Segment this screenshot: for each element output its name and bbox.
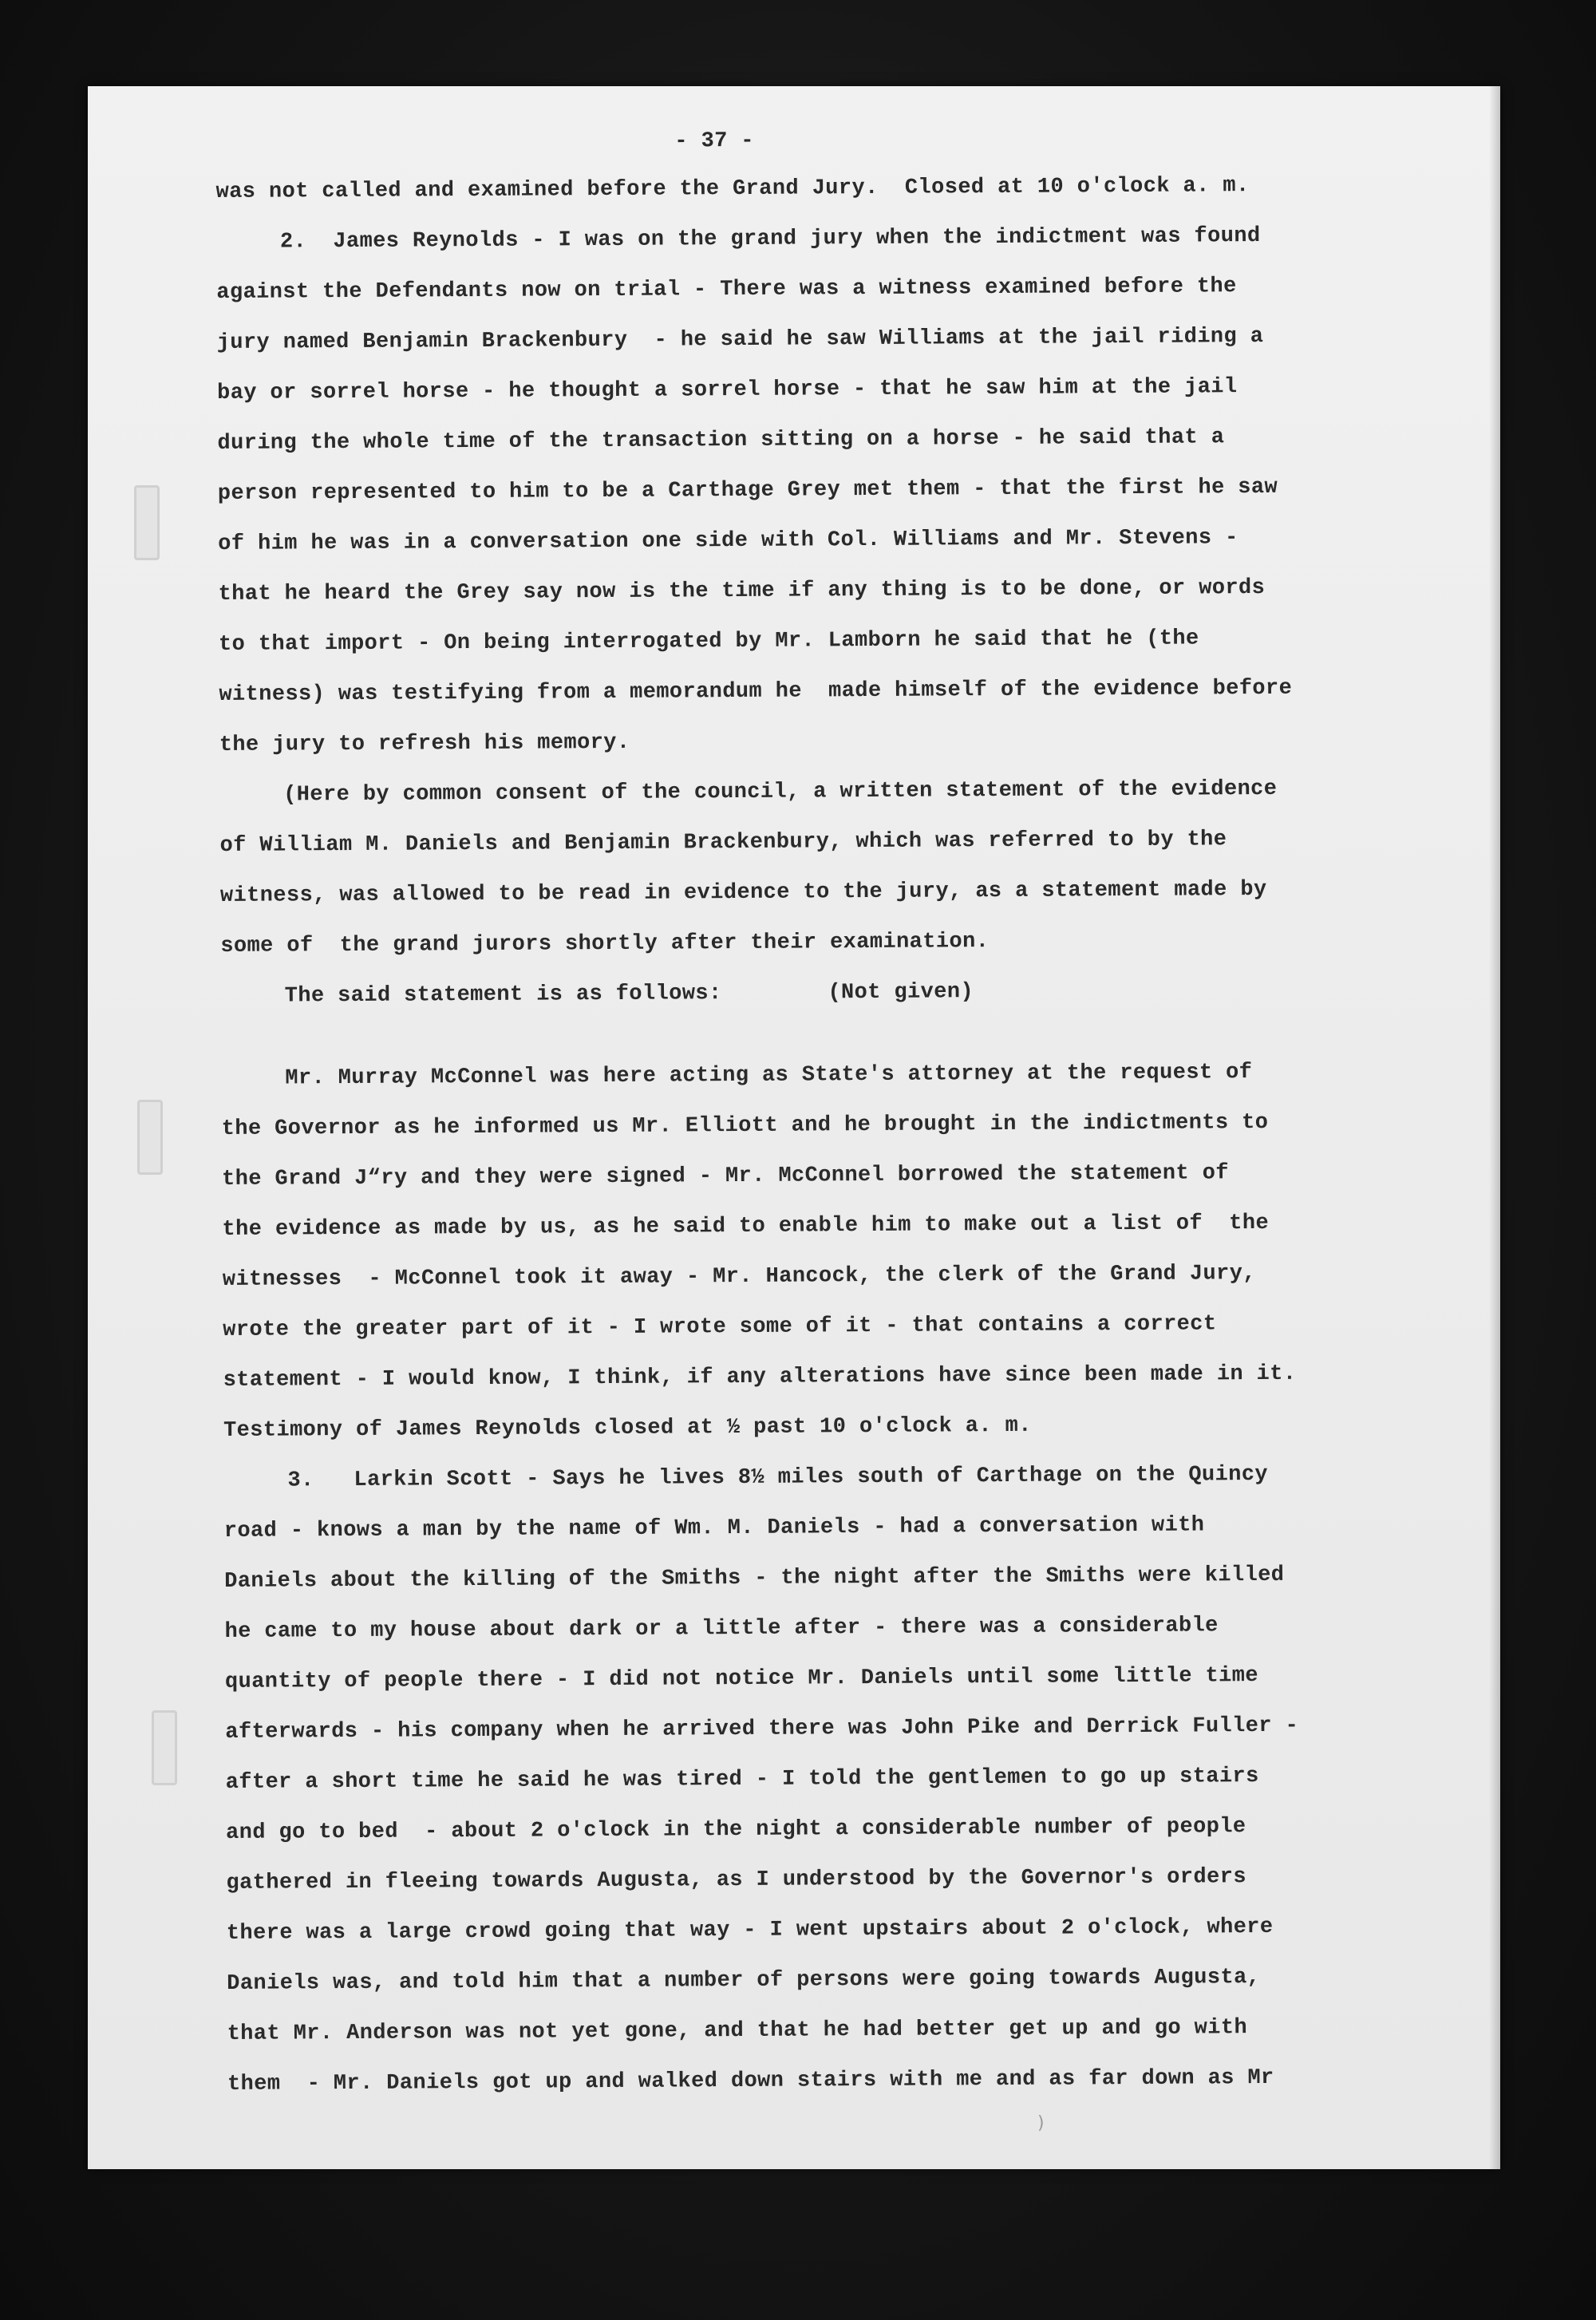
text-line: and go to bed - about 2 o'clock in the night a considerable number of people [226, 1815, 1246, 1845]
text-line: that Mr. Anderson was not yet gone, and that he had better get up and go with [227, 2016, 1248, 2046]
text-line: afterwards - his company when he arrived there was John Pike and Derrick Fuller - [225, 1713, 1299, 1745]
text-line: the Grand J“ry and they were signed - Mr. McConnel borrowed the statement of [222, 1161, 1229, 1192]
text-line: there was a large crowd going that way - I went upstairs about 2 o'clock, where [226, 1915, 1274, 1946]
text-line: the evidence as made by us, as he said to enable him to make out a list of the [222, 1211, 1270, 1242]
text-line: them - Mr. Daniels got up and walked down stairs with me and as far down as Mr [227, 2065, 1274, 2097]
text-line: Daniels was, and told him that a number of persons were going towards Augusta, [227, 1966, 1261, 1996]
text-line: witnesses - McConnel took it away - Mr. Hancock, the clerk of the Grand Jury, [222, 1262, 1256, 1292]
text-line: of William M. Daniels and Benjamin Brackenbury, which was referred to by the [219, 828, 1227, 858]
text-line: jury named Benjamin Brackenbury - he said he saw Williams at the jail riding a [216, 324, 1264, 355]
text-line: (Here by common consent of the council, a written statement of the evidence [283, 777, 1278, 808]
text-line: person represented to him to be a Carthage Grey met them - that the first he saw [217, 475, 1278, 506]
text-line: during the whole time of the transaction sitting on a horse - he said that a [217, 425, 1225, 456]
paragraph-written-statement [219, 764, 1426, 1022]
text-line: the Governor as he informed us Mr. Elliott and he brought in the indictments to [221, 1110, 1269, 1141]
text-line: bay or sorrel horse - he thought a sorrel horse - that he saw him at the jail [217, 375, 1238, 405]
text-line: Testimony of James Reynolds closed at ½ past 10 o'clock a. m. [223, 1413, 1032, 1443]
text-line: 2. James Reynolds - I was on the grand jury when the indictment was found [279, 224, 1261, 255]
paragraph-closing-line [215, 160, 1420, 218]
page-number: - 37 - [674, 128, 755, 154]
punch-hole-mark [134, 485, 160, 560]
text-line: quantity of people there - I did not notice Mr. Daniels until some little time [224, 1664, 1259, 1694]
punch-hole-mark [137, 1100, 163, 1175]
text-line: witness) was testifying from a memorandum he made himself of the evidence before [219, 676, 1293, 707]
text-line: statement - I would know, I think, if any alterations have since been made in it. [223, 1362, 1297, 1393]
stray-scan-mark: ) [1037, 2113, 1045, 2133]
text-line: was not called and examined before the Grand Jury. Closed at 10 o'clock a. m. [215, 174, 1250, 204]
text-line: The said statement is as follows: (Not given) [284, 980, 974, 1009]
text-line: to that import - On being interrogated by Mr. Lamborn he said that he (the [218, 626, 1199, 657]
text-line: of him he was in a conversation one side with Col. Williams and Mr. Stevens - [218, 526, 1238, 556]
typed-transcript [215, 113, 1432, 2110]
text-line: 3. Larkin Scott - Says he lives 8½ miles south of Carthage on the Quincy [287, 1462, 1269, 1493]
paragraph-mcconnel [221, 1047, 1428, 1456]
text-line: witness, was allowed to be read in evidence to the jury, as a statement made by [219, 877, 1267, 908]
text-line: after a short time he said he was tired - I told the gentlemen to go up stairs [225, 1765, 1259, 1795]
text-line: some of the grand jurors shortly after their examination. [220, 930, 990, 958]
text-line: that he heard the Grey say now is the time if any thing is to be done, or words [218, 575, 1266, 607]
text-line: wrote the greater part of it - I wrote some of it - that contains a correct [223, 1312, 1217, 1342]
text-line: he came to my house about dark or a little after - there was a considerable [224, 1614, 1219, 1644]
text-line: gathered in fleeing towards Augusta, as I understood by the Governor's orders [226, 1865, 1246, 1895]
text-line: against the Defendants now on trial - There was a witness examined before the [216, 275, 1237, 305]
text-line: road - knows a man by the name of Wm. M. Daniels - had a conversation with [223, 1513, 1205, 1543]
paragraph-james-reynolds [216, 211, 1424, 771]
punch-hole-mark [152, 1710, 177, 1785]
text-line: the jury to refresh his memory. [219, 730, 630, 757]
text-line: Mr. Murray McConnel was here acting as State's attorney at the request of [285, 1061, 1253, 1091]
page-edge-shadow [1489, 86, 1500, 2169]
paragraph-larkin-scott [223, 1449, 1432, 2110]
text-line: Daniels about the killing of the Smiths - the night after the Smiths were killed [224, 1563, 1285, 1594]
